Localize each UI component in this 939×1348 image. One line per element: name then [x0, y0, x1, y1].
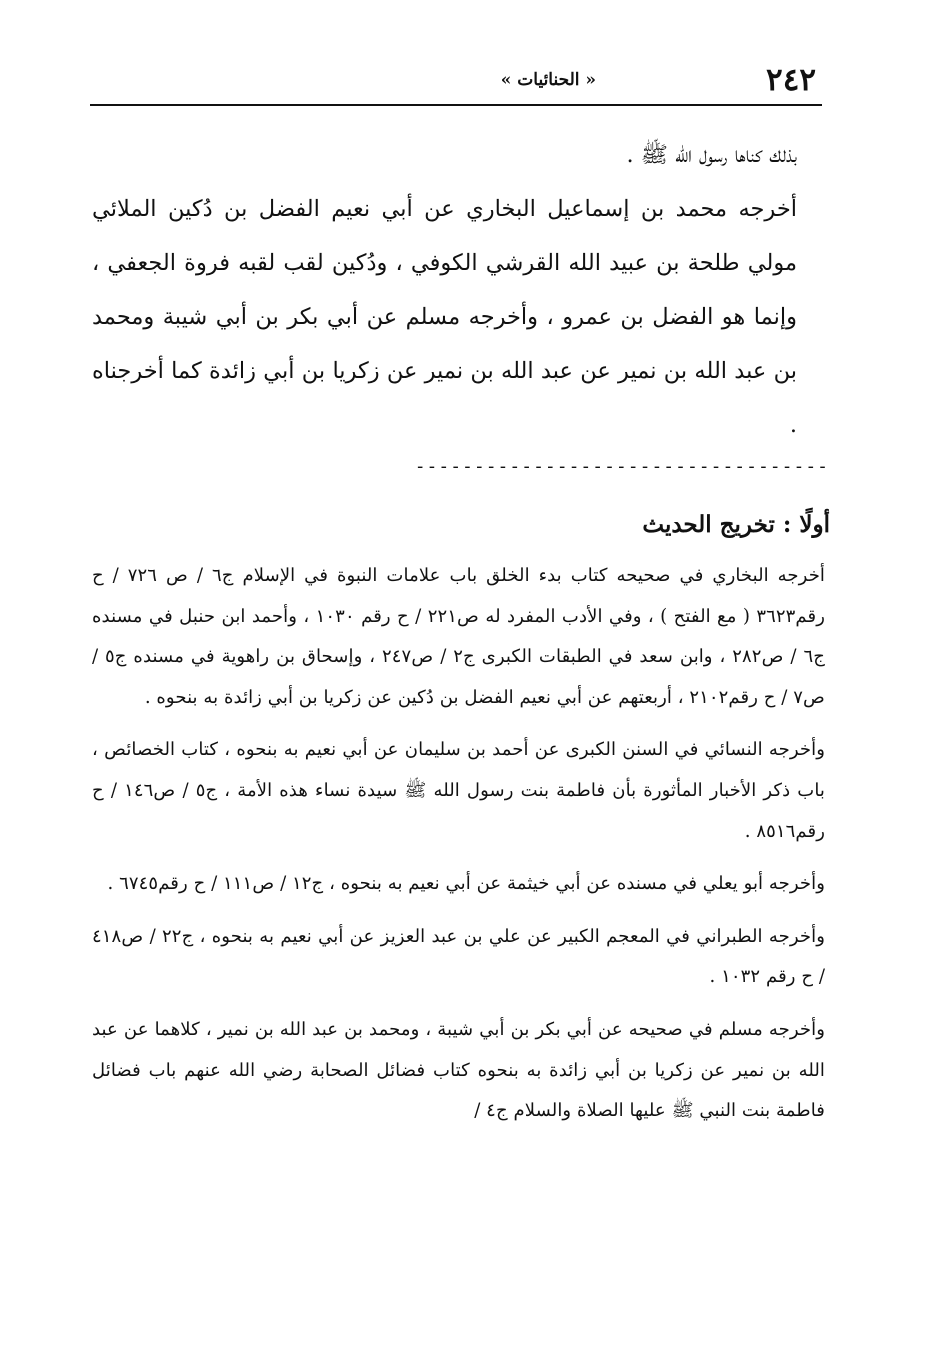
- footnote-paragraph: وأخرجه مسلم في صحيحه عن أبي بكر بن أبي شيبة ، ومحمد بن عبد الله بن نمير ، كلاهما عن عبد الله بن نمير عن زكريا بن أبي زائدة به بنحوه كتاب فضائل الصحابة رضي الله عنهم باب فضائل فاطمة بنت النبي ﷺ عليها الصلاة والسلام ج٤ /: [92, 1018, 825, 1122]
- footnote-heading: أولًا : تخريج الحديث: [642, 511, 830, 538]
- page-header: [90, 58, 822, 102]
- footnote-paragraph: وأخرجه الطبراني في المعجم الكبير عن علي بن عبد العزيز عن أبي نعيم به بنحوه ، ج٢٢ / ص٤١٨ / ح رقم ١٠٣٢ .: [92, 925, 825, 988]
- footnote-paragraph: أخرجه البخاري في صحيحه كتاب بدء الخلق باب علامات النبوة في الإسلام ج٦ / ص ٧٢٦ / ح رقم٣٦٢٣ ( مع الفتح ) ، وفي الأدب المفرد له ص٢٢١ / ح رقم ١٠٣٠ ، وأحمد ابن حنبل في مسنده ج٦ / ص٢٨٢ ، وابن سعد في الطبقات الكبرى ج٢ / ص٢٤٧ ، وإسحاق بن راهوية في مسنده ج٥ / ص٧ / ح رقم٢١٠٢ ، أربعتهم عن أبي نعيم الفضل بن دُكين عن زكريا بن أبي زائدة به بنحوه .: [92, 565, 826, 708]
- main-text: [92, 128, 797, 452]
- running-title: « الحنائيات »: [500, 70, 597, 90]
- footnotes: [92, 556, 825, 1144]
- header-rule: [90, 104, 822, 106]
- footnote-separator: -----------------------------------: [414, 456, 829, 477]
- body-paragraph: أخرجه محمد بن إسماعيل البخاري عن أبي نعيم الفضل بن دُكين الملائي مولي طلحة بن عبيد الله القرشي الكوفي ، ودُكين لقب لقبه فروة الجعفي ، وإنما هو الفضل بن عمرو ، وأخرجه مسلم عن أبي بكر بن أبي شيبة ومحمد بن عبد الله بن نمير عن عبد الله بن نمير عن زكريا بن أبي زائدة كما أخرجناه .: [92, 196, 797, 438]
- footnote-paragraph: وأخرجه أبو يعلي في مسنده عن أبي خيثمة عن أبي نعيم به بنحوه ، ج١٢ / ص١١١ / ح رقم٦٧٤٥ .: [107, 873, 825, 895]
- body-paragraph: بذلك كناها رسول الله ﷺ .: [626, 142, 797, 168]
- page-number: ٢٤٢: [766, 62, 816, 98]
- footnote-paragraph: وأخرجه النسائي في السنن الكبرى عن أحمد بن سليمان عن أبي نعيم به بنحوه ، كتاب الخصائص ، باب ذكر الأخبار المأثورة بأن فاطمة بنت رسول الله ﷺ سيدة نساء هذه الأمة ، ج٥ / ص١٤٦ / ح رقم٨٥١٦ .: [92, 739, 825, 842]
